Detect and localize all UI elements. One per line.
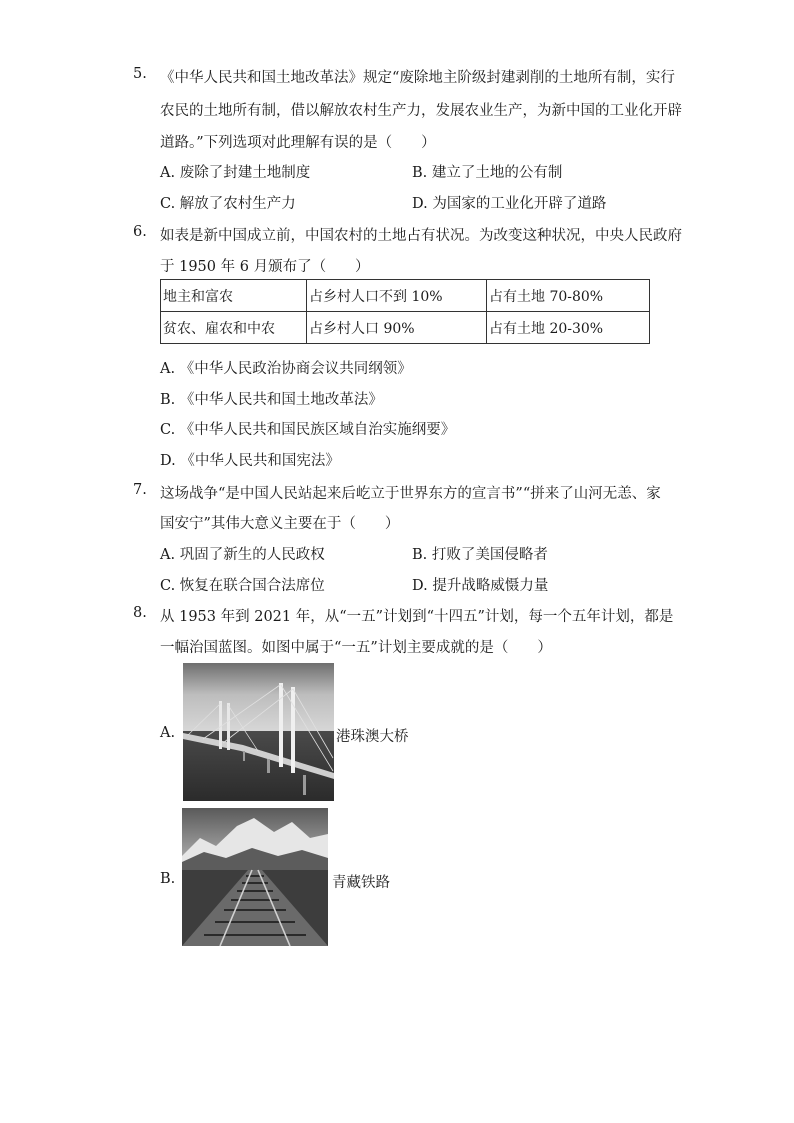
option-b[interactable]: B. 建立了土地的公有制 — [412, 165, 563, 181]
question-line: 道路。”下列选项对此理解有误的是（ ） — [160, 135, 436, 151]
option-b-caption: 青藏铁路 — [332, 875, 390, 891]
option-a-caption: 港珠澳大桥 — [336, 729, 409, 745]
question-number: 5. — [133, 66, 147, 82]
table-row — [161, 312, 650, 344]
option-d[interactable]: D. 为国家的工业化开辟了道路 — [412, 196, 607, 212]
question-line: 从 1953 年到 2021 年，从“一五”计划到“十四五”计划，每一个五年计划，都是 — [160, 609, 674, 625]
option-d[interactable]: D. 提升战略威慑力量 — [412, 578, 549, 594]
land-ownership-table — [160, 279, 650, 344]
question-number: 6. — [133, 224, 147, 240]
question-number: 7. — [133, 482, 147, 498]
table-cell: 占有土地 20-30% — [487, 312, 650, 344]
question-line: 这场战争“是中国人民站起来后屹立于世界东方的宣言书”“拼来了山河无恙、家 — [160, 486, 661, 502]
option-b[interactable]: B. 打败了美国侵略者 — [412, 547, 548, 563]
table-row — [161, 280, 650, 312]
option-b[interactable]: B. 《中华人民共和国土地改革法》 — [160, 392, 383, 408]
bridge-photo[interactable] — [183, 663, 334, 801]
question-line: 于 1950 年 6 月颁布了（ ） — [160, 259, 370, 275]
table-cell: 贫农、雇农和中农 — [161, 312, 307, 344]
option-c[interactable]: C. 解放了农村生产力 — [160, 196, 296, 212]
table-cell: 占乡村人口 90% — [307, 312, 487, 344]
option-b-letter[interactable]: B. — [160, 871, 176, 887]
option-a[interactable]: A. 废除了封建土地制度 — [160, 165, 311, 181]
railway-photo[interactable] — [182, 808, 328, 946]
table-cell: 地主和富农 — [161, 280, 307, 312]
option-c[interactable]: C. 《中华人民共和国民族区域自治实施纲要》 — [160, 422, 456, 438]
question-line: 国安宁”其伟大意义主要在于（ ） — [160, 516, 400, 532]
question-line: 《中华人民共和国土地改革法》规定“废除地主阶级封建剥削的土地所有制，实行 — [160, 70, 675, 86]
option-d[interactable]: D. 《中华人民共和国宪法》 — [160, 453, 340, 469]
option-c[interactable]: C. 恢复在联合国合法席位 — [160, 578, 325, 594]
option-a-letter[interactable]: A. — [160, 725, 176, 741]
question-line: 农民的土地所有制，借以解放农村生产力，发展农业生产，为新中国的工业化开辟 — [160, 103, 682, 119]
option-a[interactable]: A. 巩固了新生的人民政权 — [160, 547, 325, 563]
question-line: 如表是新中国成立前，中国农村的土地占有状况。为改变这种状况，中央人民政府 — [160, 228, 682, 244]
question-number: 8. — [133, 605, 147, 621]
table-cell: 占有土地 70-80% — [487, 280, 650, 312]
table-cell: 占乡村人口不到 10% — [307, 280, 487, 312]
option-a[interactable]: A. 《中华人民政治协商会议共同纲领》 — [160, 361, 412, 377]
bridge-photo-svg — [183, 663, 334, 801]
question-line: 一幅治国蓝图。如图中属于“一五”计划主要成就的是（ ） — [160, 640, 552, 656]
railway-photo-svg — [182, 808, 328, 946]
